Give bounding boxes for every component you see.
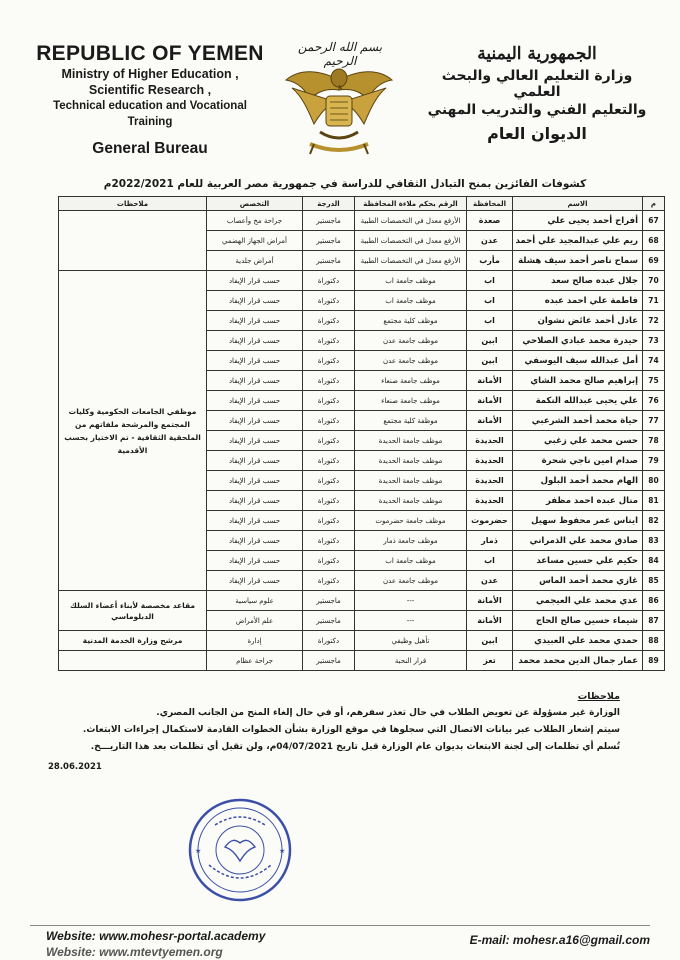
cell-gov: الأمانة (467, 391, 513, 411)
cell-num: 72 (643, 311, 665, 331)
cell-degree: دكتوراة (303, 511, 355, 531)
ministry-line-3: Technical education and Vocational Training (53, 100, 247, 128)
yemen-eagle-emblem-icon (280, 40, 398, 168)
cell-basis: موظفة كلية مجتمع (355, 411, 467, 431)
cell-spec: حسب قرار الإيفاد (207, 471, 303, 491)
cell-gov: مأرب (467, 251, 513, 271)
cell-degree: دكتوراة (303, 531, 355, 551)
cell-spec: حسب قرار الإيفاد (207, 291, 303, 311)
cell-notes (59, 211, 207, 271)
cell-num: 88 (643, 631, 665, 651)
ministry-line-1: Ministry of Higher Education , (61, 67, 239, 81)
cell-notes (59, 651, 207, 671)
note-line-1: الوزارة غير مسؤولة عن تعويض الطلاب في حال تعذر سفرهم، أو في حال إلغاء المنح من الجانب المصري. (156, 708, 620, 718)
ministry-line-2: Scientific Research , (88, 83, 212, 97)
cell-degree: دكتوراة (303, 431, 355, 451)
cell-num: 76 (643, 391, 665, 411)
cell-spec: جراحة مخ وأعصاب (207, 211, 303, 231)
cell-spec: حسب قرار الإيفاد (207, 551, 303, 571)
cell-num: 74 (643, 351, 665, 371)
cell-name: غازي محمد أحمد الماس (513, 571, 643, 591)
winners-table (58, 196, 665, 671)
notes-section (60, 688, 620, 756)
footer-website[interactable]: Website: www.mohesr-portal.academy (46, 929, 266, 943)
header-arabic (422, 44, 652, 143)
cell-name: ايناس عمر محفوظ سهيل (513, 511, 643, 531)
country-title: REPUBLIC OF YEMEN (36, 42, 264, 65)
footer-website-2[interactable]: Website: www.mtevtyemen.org (46, 945, 223, 959)
cell-basis: الأرفع معدل في التخصصات الطبية (355, 251, 467, 271)
cell-gov: ابين (467, 331, 513, 351)
table-row (59, 651, 665, 671)
col-header-notes: ملاحظات (59, 197, 207, 211)
cell-basis: موظف جامعة عدن (355, 331, 467, 351)
header-english (30, 42, 270, 158)
cell-basis: موظف جامعة حضرموت (355, 511, 467, 531)
cell-num: 87 (643, 611, 665, 631)
cell-notes: موظفي الجامعات الحكومية وكليات المجتمع والمرشحة ملفاتهم من الملحقية الثقافية - تم الاختيار بحسب الأقدمية (59, 271, 207, 591)
cell-spec: أمراض الجهاز الهضمي (207, 231, 303, 251)
cell-degree: دكتوراة (303, 351, 355, 371)
cell-name: سماح ناصر أحمد سيف هشلة (513, 251, 643, 271)
cell-basis: قرار النحبة (355, 651, 467, 671)
cell-spec: حسب قرار الإيفاد (207, 391, 303, 411)
cell-num: 80 (643, 471, 665, 491)
cell-gov: الحديدة (467, 491, 513, 511)
cell-degree: ماجستير (303, 251, 355, 271)
cell-degree: دكتوراة (303, 451, 355, 471)
cell-name: حياة محمد أحمد الشرعبي (513, 411, 643, 431)
cell-name: إبراهيم صالح محمد الشاي (513, 371, 643, 391)
footer-rule (30, 925, 650, 926)
cell-basis: --- (355, 611, 467, 631)
cell-degree: ماجستير (303, 591, 355, 611)
ministry-stamp-icon (185, 795, 295, 905)
cell-name: صادق محمد علي الذمراني (513, 531, 643, 551)
cell-basis: موظف جامعة الحديدة (355, 471, 467, 491)
table-row (59, 591, 665, 611)
table-row (59, 211, 665, 231)
cell-basis: موظف جامعة الحديدة (355, 451, 467, 471)
cell-name: أمل عبدالله سيف اليوسفي (513, 351, 643, 371)
cell-degree: دكتوراة (303, 311, 355, 331)
cell-degree: دكتوراة (303, 471, 355, 491)
cell-num: 86 (643, 591, 665, 611)
cell-gov: الحديدة (467, 451, 513, 471)
cell-name: جلال عبده صالح سعد (513, 271, 643, 291)
cell-num: 73 (643, 331, 665, 351)
cell-spec: حسب قرار الإيفاد (207, 491, 303, 511)
cell-name: منال عبده احمد مظفر (513, 491, 643, 511)
cell-spec: حسب قرار الإيفاد (207, 431, 303, 451)
cell-basis: موظف جامعة عدن (355, 571, 467, 591)
footer (0, 925, 680, 960)
cell-spec: حسب قرار الإيفاد (207, 451, 303, 471)
cell-name: علي يحيى عبدالله النكمة (513, 391, 643, 411)
cell-basis: موظف جامعة الحديدة (355, 491, 467, 511)
basmala-text: بسم الله الرحمن الرحيم (297, 40, 383, 68)
cell-num: 77 (643, 411, 665, 431)
cell-name: حمدي محمد علي العبيدي (513, 631, 643, 651)
cell-degree: دكتوراة (303, 391, 355, 411)
cell-num: 67 (643, 211, 665, 231)
cell-gov: اب (467, 551, 513, 571)
arabic-bureau-title: الديوان العام (487, 124, 587, 143)
table-header-row (59, 197, 665, 211)
cell-basis: موظف جامعة اب (355, 271, 467, 291)
cell-spec: حسب قرار الإيفاد (207, 351, 303, 371)
cell-basis: موظف جامعة صنعاء (355, 391, 467, 411)
svg-text:★: ★ (195, 847, 202, 855)
cell-basis: الأرفع معدل في التخصصات الطبية (355, 211, 467, 231)
cell-basis: موظف جامعة عدن (355, 351, 467, 371)
cell-degree: دكتوراة (303, 411, 355, 431)
cell-gov: الحديدة (467, 471, 513, 491)
col-header-spec: التخصص (207, 197, 303, 211)
cell-degree: دكتوراة (303, 551, 355, 571)
cell-basis: --- (355, 591, 467, 611)
cell-num: 89 (643, 651, 665, 671)
cell-gov: ذمار (467, 531, 513, 551)
cell-degree: ماجستير (303, 611, 355, 631)
cell-spec: أمراض جلدية (207, 251, 303, 271)
bureau-title: General Bureau (92, 140, 208, 157)
cell-spec: حسب قرار الإيفاد (207, 411, 303, 431)
document-title: كشوفات الفائزين بمنح التبادل الثقافي للدراسة في جمهورية مصر العربية للعام 2022/2021م (103, 178, 587, 190)
col-header-name: الاسم (513, 197, 643, 211)
cell-name: صدام امين ناجي شحرة (513, 451, 643, 471)
cell-num: 78 (643, 431, 665, 451)
cell-name: عدي محمد علي العيجمي (513, 591, 643, 611)
cell-spec: علم الأمراض (207, 611, 303, 631)
cell-gov: اب (467, 291, 513, 311)
note-line-2: سيتم إشعار الطلاب عبر بيانات الاتصال التي سجلوها في موقع الوزارة بشأن الخطوات القادمة لاستكمال إجراءات الابتعاث. (82, 725, 620, 735)
cell-name: حيدرة محمد عبادي الصلاحي (513, 331, 643, 351)
cell-degree: دكتوراة (303, 291, 355, 311)
document-date: 28.06.2021 (48, 762, 102, 772)
notes-heading: ملاحظات (577, 691, 620, 702)
cell-name: الهام محمد أحمد البلول (513, 471, 643, 491)
note-line-3: تُسلم أي تظلمات إلى لجنة الابتعاث بديوان عام الوزارة قبل تاريخ 04/07/2021م، ولن تقبل أي تظلمات بعد هذا التاريـــخ. (90, 742, 620, 752)
cell-num: 84 (643, 551, 665, 571)
cell-num: 70 (643, 271, 665, 291)
cell-num: 79 (643, 451, 665, 471)
cell-degree: دكتوراة (303, 331, 355, 351)
cell-num: 85 (643, 571, 665, 591)
cell-degree: ماجستير (303, 651, 355, 671)
cell-gov: صعدة (467, 211, 513, 231)
cell-gov: الأمانة (467, 371, 513, 391)
cell-degree: دكتوراة (303, 371, 355, 391)
cell-gov: عدن (467, 571, 513, 591)
cell-num: 68 (643, 231, 665, 251)
cell-spec: جراحة عظام (207, 651, 303, 671)
cell-gov: اب (467, 271, 513, 291)
cell-name: فاطمة علي احمد عبده (513, 291, 643, 311)
cell-degree: دكتوراة (303, 631, 355, 651)
cell-spec: حسب قرار الإيفاد (207, 531, 303, 551)
cell-degree: دكتوراة (303, 571, 355, 591)
cell-num: 82 (643, 511, 665, 531)
cell-basis: تأهيل وظيفي (355, 631, 467, 651)
cell-gov: حضرموت (467, 511, 513, 531)
cell-basis: موظف جامعة اب (355, 551, 467, 571)
cell-gov: ابين (467, 351, 513, 371)
arabic-ministry-line-1: وزارة التعليم العالي والبحث العلمي (441, 68, 633, 100)
cell-name: أفراح أحمد يحيى علي (513, 211, 643, 231)
cell-spec: إدارة (207, 631, 303, 651)
cell-name: ريم علي عبدالمجيد علي أحمد (513, 231, 643, 251)
cell-name: عادل أحمد عائض نشوان (513, 311, 643, 331)
cell-gov: الحديدة (467, 431, 513, 451)
cell-spec: حسب قرار الإيفاد (207, 331, 303, 351)
col-header-degree: الدرجة (303, 197, 355, 211)
cell-spec: حسب قرار الإيفاد (207, 511, 303, 531)
cell-notes: مقاعد مخصصة لأبناء أعضاء السلك الدبلوماسي (59, 591, 207, 631)
cell-degree: ماجستير (303, 211, 355, 231)
col-header-gov: المحافظة (467, 197, 513, 211)
cell-spec: حسب قرار الإيفاد (207, 271, 303, 291)
cell-gov: عدن (467, 231, 513, 251)
cell-basis: الأرفع معدل في التخصصات الطبية (355, 231, 467, 251)
cell-spec: علوم سياسية (207, 591, 303, 611)
cell-basis: موظف جامعة صنعاء (355, 371, 467, 391)
cell-num: 81 (643, 491, 665, 511)
col-header-basis: الرقم بحكم ملاءة المحافظة (355, 197, 467, 211)
cell-basis: موظف جامعة الحديدة (355, 431, 467, 451)
cell-name: حكيم علي حسين مساعد (513, 551, 643, 571)
cell-basis: موظف كلية مجتمع (355, 311, 467, 331)
arabic-ministry-line-2: والتعليم الفني والتدريب المهني (427, 102, 647, 118)
table-row (59, 271, 665, 291)
cell-gov: الأمانة (467, 411, 513, 431)
footer-email[interactable]: E-mail: mohesr.a16@gmail.com (469, 933, 650, 947)
cell-spec: حسب قرار الإيفاد (207, 311, 303, 331)
cell-num: 69 (643, 251, 665, 271)
cell-gov: ابين (467, 631, 513, 651)
cell-gov: الأمانة (467, 591, 513, 611)
cell-gov: تعز (467, 651, 513, 671)
arabic-country-title: الجمهورية اليمنية (477, 44, 597, 64)
cell-notes: مرشح وزارة الخدمة المدنية (59, 631, 207, 651)
cell-num: 75 (643, 371, 665, 391)
cell-basis: موظف جامعة ذمار (355, 531, 467, 551)
cell-name: شيماء حسين صالح الحاج (513, 611, 643, 631)
cell-num: 71 (643, 291, 665, 311)
svg-text:★: ★ (279, 847, 286, 855)
cell-basis: موظف جامعة اب (355, 291, 467, 311)
cell-name: عمار جمال الدين محمد محمد (513, 651, 643, 671)
cell-degree: دكتوراة (303, 271, 355, 291)
cell-name: حسن محمد علي زغبي (513, 431, 643, 451)
cell-gov: اب (467, 311, 513, 331)
cell-spec: حسب قرار الإيفاد (207, 371, 303, 391)
cell-degree: دكتوراة (303, 491, 355, 511)
cell-num: 83 (643, 531, 665, 551)
cell-gov: الأمانة (467, 611, 513, 631)
col-header-num: م (643, 197, 665, 211)
table-row (59, 631, 665, 651)
cell-spec: حسب قرار الإيفاد (207, 571, 303, 591)
cell-degree: ماجستير (303, 231, 355, 251)
